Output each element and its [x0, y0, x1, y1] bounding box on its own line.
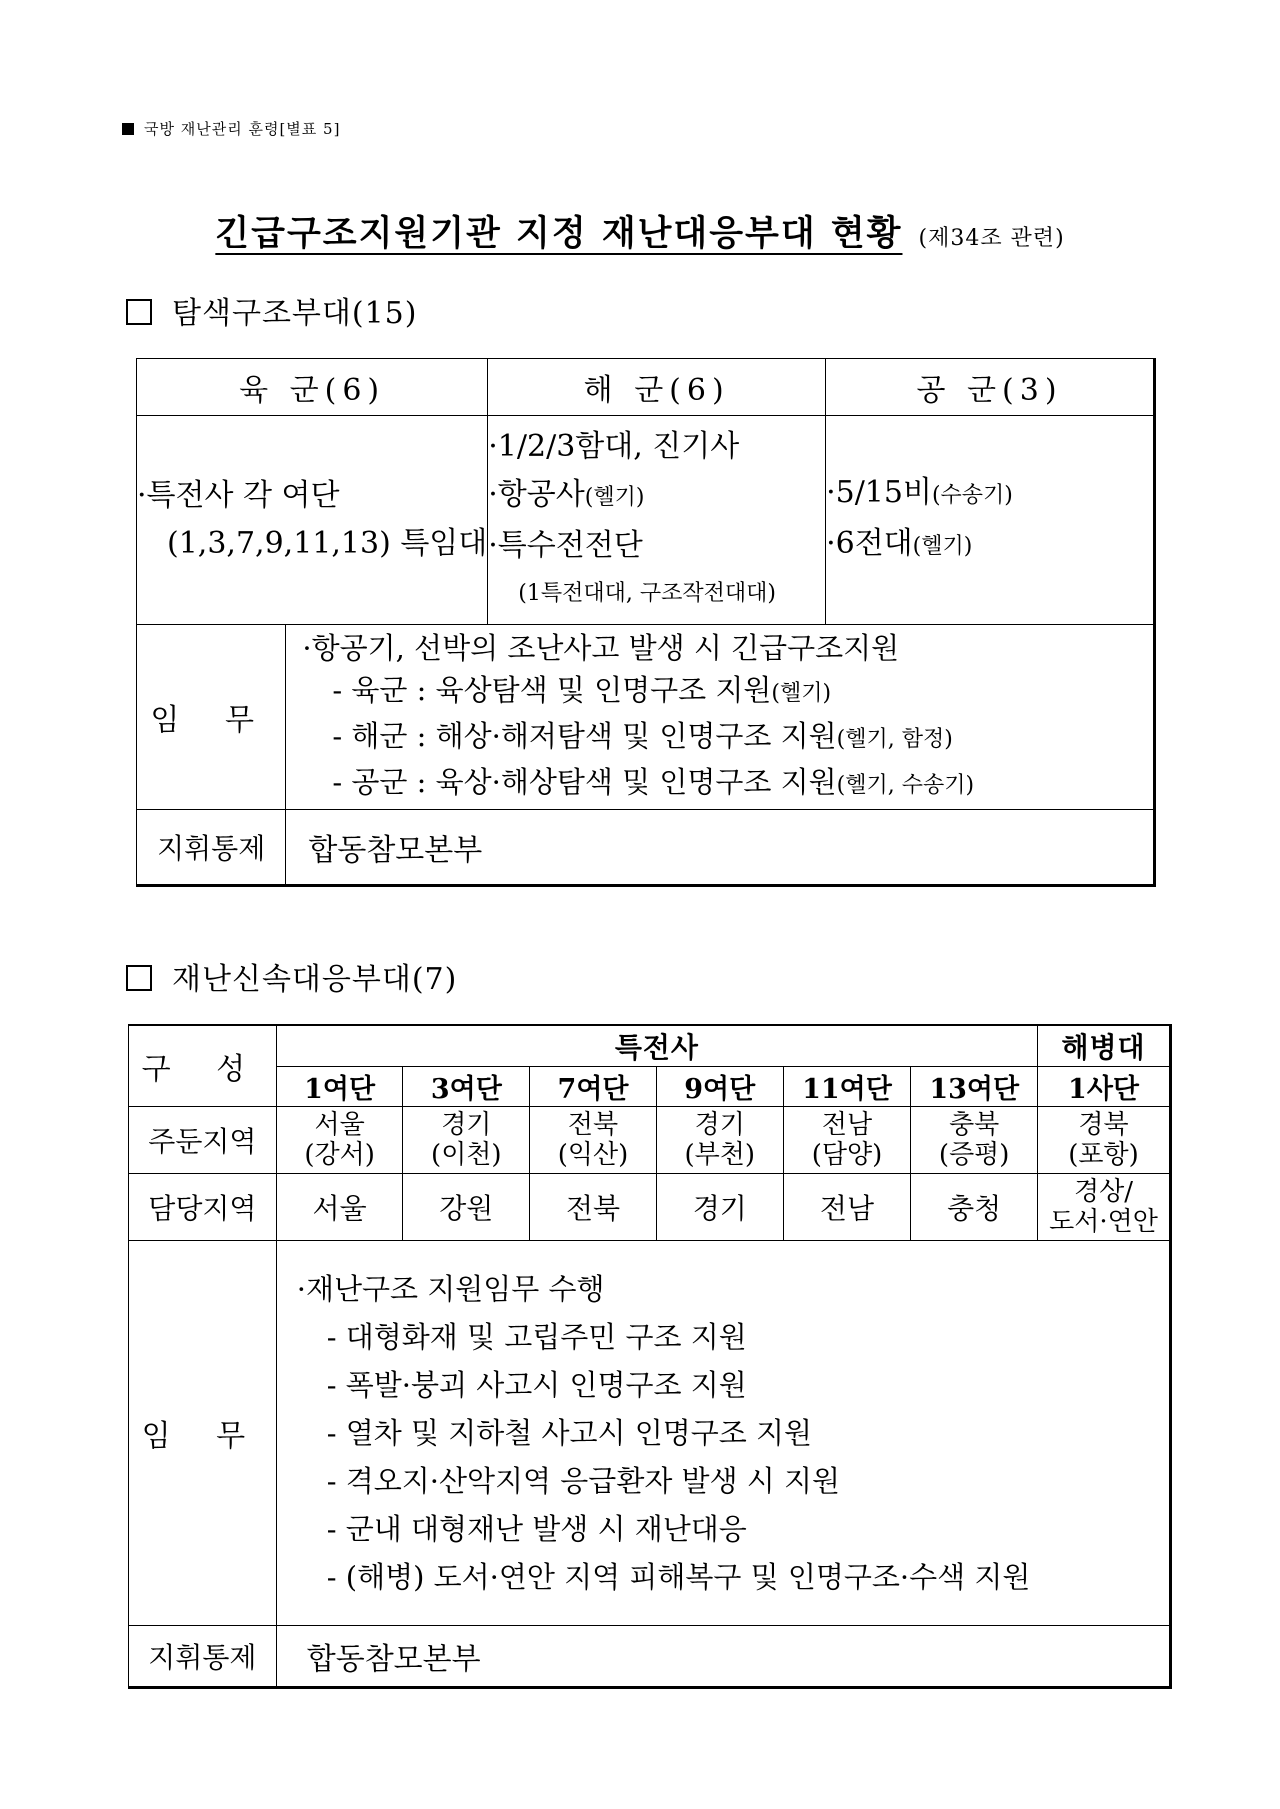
header-note — [122, 118, 340, 139]
station-name: 경기 — [694, 1110, 745, 1140]
navy-line: ·1/2/3함대, 진기사 — [488, 428, 740, 464]
airforce-line-main: ·6전대 — [826, 526, 913, 561]
square-bullet-icon — [122, 123, 134, 135]
group-special-forces: 특전사 — [276, 1025, 1037, 1067]
navy-line-sub: (1특전대대, 구조작전대대) — [518, 580, 776, 606]
station-district: (이천) — [431, 1140, 502, 1170]
area-line: 경상/ — [1074, 1177, 1134, 1207]
station-district: (익산) — [557, 1140, 629, 1170]
airforce-header: 공 군(3) — [826, 359, 1155, 416]
mission-line-main: - 공군 : 육상·해상탐색 및 인명구조 지원 — [332, 765, 837, 799]
station-cell — [530, 1107, 657, 1174]
mission-line-note: (헬기) — [771, 681, 832, 706]
mission-line: - (해병) 도서·연안 지역 피해복구 및 인명구조·수색 지원 — [326, 1560, 1031, 1594]
mission-line-note: (헬기, 수송기) — [836, 773, 975, 798]
composition-label: 구 성 — [129, 1025, 277, 1107]
title-block — [0, 206, 1280, 256]
command-value: 합동참모본부 — [286, 810, 1155, 886]
area-label: 담당지역 — [129, 1174, 277, 1241]
navy-line-note: (헬기) — [584, 484, 645, 510]
command-label: 지휘통제 — [137, 810, 286, 886]
header-note-text: 국방 재난관리 훈령[별표 5] — [144, 120, 341, 138]
station-district: (포항) — [1068, 1140, 1139, 1170]
mission-label: 임 무 — [137, 625, 286, 810]
mission-line-main: - 해군 : 해상·해저탐색 및 인명구조 지원 — [332, 719, 837, 753]
station-cell — [656, 1107, 783, 1174]
unit-cell: 3여단 — [403, 1067, 530, 1107]
station-name: 서울 — [314, 1110, 365, 1140]
area-cell: 경기 — [656, 1174, 783, 1241]
area-cell: 전남 — [783, 1174, 911, 1241]
mission-label: 임 무 — [129, 1241, 277, 1626]
navy-line-main: ·항공사 — [488, 476, 585, 512]
airforce-line — [826, 469, 1153, 520]
area-line: 도서·연안 — [1049, 1207, 1158, 1237]
mission-line: ·항공기, 선박의 조난사고 발생 시 긴급구조지원 — [302, 631, 900, 665]
airforce-line-note: (헬기) — [912, 534, 973, 559]
mission-line: - 군내 대형재난 발생 시 재난대응 — [326, 1512, 747, 1546]
page-title-note: (제34조 관련) — [918, 226, 1065, 251]
unit-cell: 9여단 — [656, 1067, 783, 1107]
search-rescue-table — [136, 358, 1156, 887]
mission-line: - 폭발·붕괴 사고시 인명구조 지원 — [326, 1368, 747, 1402]
unit-cell: 7여단 — [530, 1067, 657, 1107]
mission-content — [286, 625, 1155, 810]
section1-heading-text: 탐색구조부대(15) — [172, 296, 418, 331]
airforce-line — [826, 520, 1153, 571]
section1-heading — [126, 288, 417, 332]
navy-line: ·특수전전단 — [488, 527, 643, 563]
station-district: (부천) — [684, 1140, 756, 1170]
airforce-units — [826, 416, 1155, 625]
section2-heading-text: 재난신속대응부대(7) — [172, 962, 458, 997]
army-header: 육 군(6) — [137, 359, 488, 416]
station-label: 주둔지역 — [129, 1107, 277, 1174]
unit-cell: 1사단 — [1038, 1067, 1171, 1107]
airforce-line-main: ·5/15비 — [826, 475, 932, 510]
command-label: 지휘통제 — [129, 1626, 277, 1688]
mission-line: ·재난구조 지원임무 수행 — [296, 1272, 605, 1306]
checkbox-square-icon — [126, 299, 152, 325]
navy-header: 해 군(6) — [488, 359, 826, 416]
airforce-line-note: (수송기) — [931, 483, 1013, 508]
area-cell: 서울 — [276, 1174, 403, 1241]
station-name: 경기 — [441, 1110, 492, 1140]
army-units — [137, 416, 488, 625]
station-district: (증평) — [938, 1140, 1010, 1170]
mission-line-main: - 육군 : 육상탐색 및 인명구조 지원 — [332, 673, 772, 707]
area-cell — [1038, 1174, 1171, 1241]
area-cell: 전북 — [530, 1174, 657, 1241]
rapid-response-table — [128, 1024, 1172, 1689]
unit-cell: 1여단 — [276, 1067, 403, 1107]
station-cell — [403, 1107, 530, 1174]
mission-line: - 열차 및 지하철 사고시 인명구조 지원 — [326, 1416, 813, 1450]
station-name: 충북 — [949, 1110, 1000, 1140]
mission-line-note: (헬기, 함정) — [836, 727, 953, 752]
station-name: 경북 — [1078, 1110, 1129, 1140]
area-cell: 강원 — [403, 1174, 530, 1241]
unit-cell: 11여단 — [783, 1067, 911, 1107]
station-cell — [1038, 1107, 1171, 1174]
station-district: (강서) — [304, 1140, 375, 1170]
command-value: 합동참모본부 — [276, 1626, 1170, 1688]
checkbox-square-icon — [126, 965, 152, 991]
station-name: 전남 — [821, 1110, 873, 1140]
area-cell: 충청 — [911, 1174, 1038, 1241]
army-line: ·특전사 각 여단 — [137, 478, 340, 513]
group-marine: 해병대 — [1038, 1025, 1171, 1067]
unit-cell: 13여단 — [911, 1067, 1038, 1107]
page-title: 긴급구조지원기관 지정 재난대응부대 현황 — [215, 213, 903, 254]
mission-line — [302, 715, 1153, 761]
mission-line: - 격오지·산악지역 응급환자 발생 시 지원 — [326, 1464, 841, 1498]
section2-heading — [126, 954, 457, 998]
station-cell — [911, 1107, 1038, 1174]
mission-line — [302, 761, 1153, 807]
army-line: (1,3,7,9,11,13) 특임대 — [167, 526, 488, 561]
mission-line — [302, 669, 1153, 715]
station-name: 전북 — [567, 1110, 619, 1140]
mission-content — [276, 1241, 1170, 1626]
mission-line: - 대형화재 및 고립주민 구조 지원 — [326, 1320, 747, 1354]
navy-units — [488, 416, 826, 625]
station-cell — [783, 1107, 911, 1174]
navy-line — [488, 471, 825, 522]
station-cell — [276, 1107, 403, 1174]
station-district: (담양) — [811, 1140, 883, 1170]
